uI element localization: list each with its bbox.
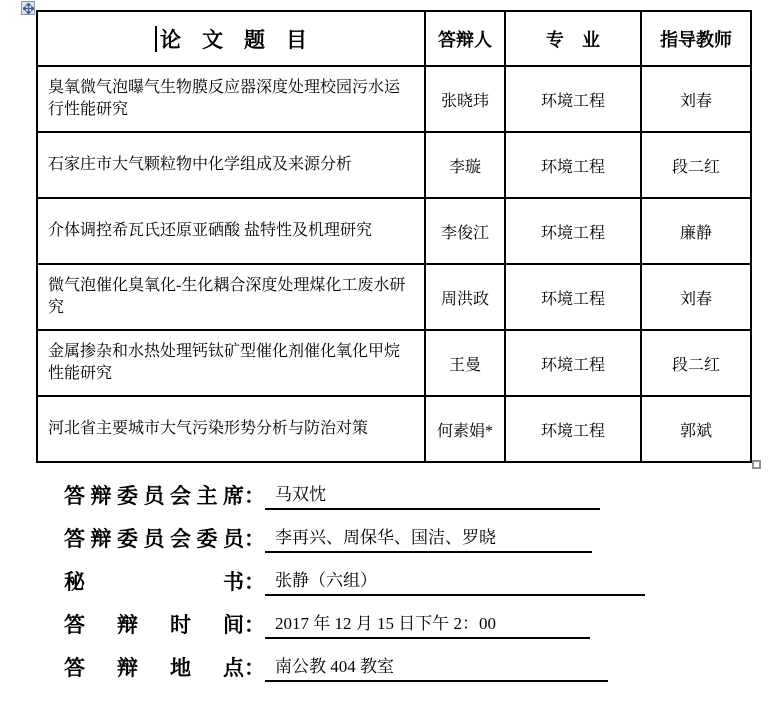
table-row xyxy=(37,330,751,396)
advisor-cell[interactable]: 段二红 xyxy=(641,330,751,396)
defense-place-value[interactable]: 南公教 404 教室 xyxy=(265,657,608,682)
thesis-title-cell[interactable]: 金属掺杂和水热处理钙钛矿型催化剂催化氧化甲烷性能研究 xyxy=(37,330,425,396)
defense-time-value[interactable]: 2017 年 12 月 15 日下午 2：00 xyxy=(265,614,590,639)
header-advisor[interactable]: 指导教师 xyxy=(641,11,751,66)
table-row xyxy=(37,198,751,264)
thesis-title-cell[interactable]: 石家庄市大气颗粒物中化学组成及来源分析 xyxy=(37,132,425,198)
members-value[interactable]: 李再兴、周保华、国洁、罗晓 xyxy=(265,528,592,553)
footer-section xyxy=(64,467,724,682)
thesis-title-cell[interactable]: 微气泡催化臭氧化-生化耦合深度处理煤化工废水研究 xyxy=(37,264,425,330)
table-row xyxy=(37,132,751,198)
header-thesis-title[interactable] xyxy=(37,11,425,66)
table-row xyxy=(37,396,751,462)
chairman-colon: ： xyxy=(244,483,265,508)
members-colon: ： xyxy=(244,526,265,551)
advisor-cell[interactable]: 段二红 xyxy=(641,132,751,198)
defense-time-line xyxy=(64,596,724,639)
members-label: 答辩委员会委员 xyxy=(64,526,244,551)
secretary-colon: ： xyxy=(244,569,265,594)
chairman-line xyxy=(64,467,724,510)
secretary-line xyxy=(64,553,724,596)
defense-time-colon: ： xyxy=(244,612,265,637)
table-header-row xyxy=(37,11,751,66)
defender-cell[interactable]: 何素娟* xyxy=(425,396,505,462)
secretary-label: 秘书 xyxy=(64,569,244,594)
defender-cell[interactable]: 李璇 xyxy=(425,132,505,198)
table-resize-handle[interactable] xyxy=(752,460,761,469)
members-line xyxy=(64,510,724,553)
major-cell[interactable]: 环境工程 xyxy=(505,132,641,198)
defender-cell[interactable]: 李俊江 xyxy=(425,198,505,264)
table-row xyxy=(37,66,751,132)
chairman-label: 答辩委员会主席 xyxy=(64,483,244,508)
advisor-cell[interactable]: 刘春 xyxy=(641,66,751,132)
chairman-value[interactable]: 马双忱 xyxy=(265,485,600,510)
table-row xyxy=(37,264,751,330)
major-cell[interactable]: 环境工程 xyxy=(505,264,641,330)
advisor-cell[interactable]: 郭斌 xyxy=(641,396,751,462)
header-major[interactable]: 专 业 xyxy=(505,11,641,66)
text-cursor xyxy=(155,26,157,52)
defense-place-label: 答辩地点 xyxy=(64,655,244,680)
table-move-handle[interactable] xyxy=(21,1,35,15)
header-thesis-title-label: 论 文 题 目 xyxy=(160,27,307,52)
advisor-cell[interactable]: 廉静 xyxy=(641,198,751,264)
defense-place-line xyxy=(64,639,724,682)
thesis-title-cell[interactable]: 介体调控希瓦氏还原亚硒酸 盐特性及机理研究 xyxy=(37,198,425,264)
major-cell[interactable]: 环境工程 xyxy=(505,396,641,462)
table-move-icon xyxy=(23,3,34,14)
header-defender[interactable]: 答辩人 xyxy=(425,11,505,66)
major-cell[interactable]: 环境工程 xyxy=(505,330,641,396)
secretary-value[interactable]: 张静（六组） xyxy=(265,571,645,596)
defense-place-colon: ： xyxy=(244,655,265,680)
major-cell[interactable]: 环境工程 xyxy=(505,66,641,132)
defender-cell[interactable]: 王曼 xyxy=(425,330,505,396)
thesis-title-cell[interactable]: 河北省主要城市大气污染形势分析与防治对策 xyxy=(37,396,425,462)
thesis-title-cell[interactable]: 臭氧微气泡曝气生物膜反应器深度处理校园污水运行性能研究 xyxy=(37,66,425,132)
defender-cell[interactable]: 周洪政 xyxy=(425,264,505,330)
advisor-cell[interactable]: 刘春 xyxy=(641,264,751,330)
defense-schedule-table xyxy=(36,10,752,463)
defense-time-label: 答辩时间 xyxy=(64,612,244,637)
defender-cell[interactable]: 张晓玮 xyxy=(425,66,505,132)
major-cell[interactable]: 环境工程 xyxy=(505,198,641,264)
